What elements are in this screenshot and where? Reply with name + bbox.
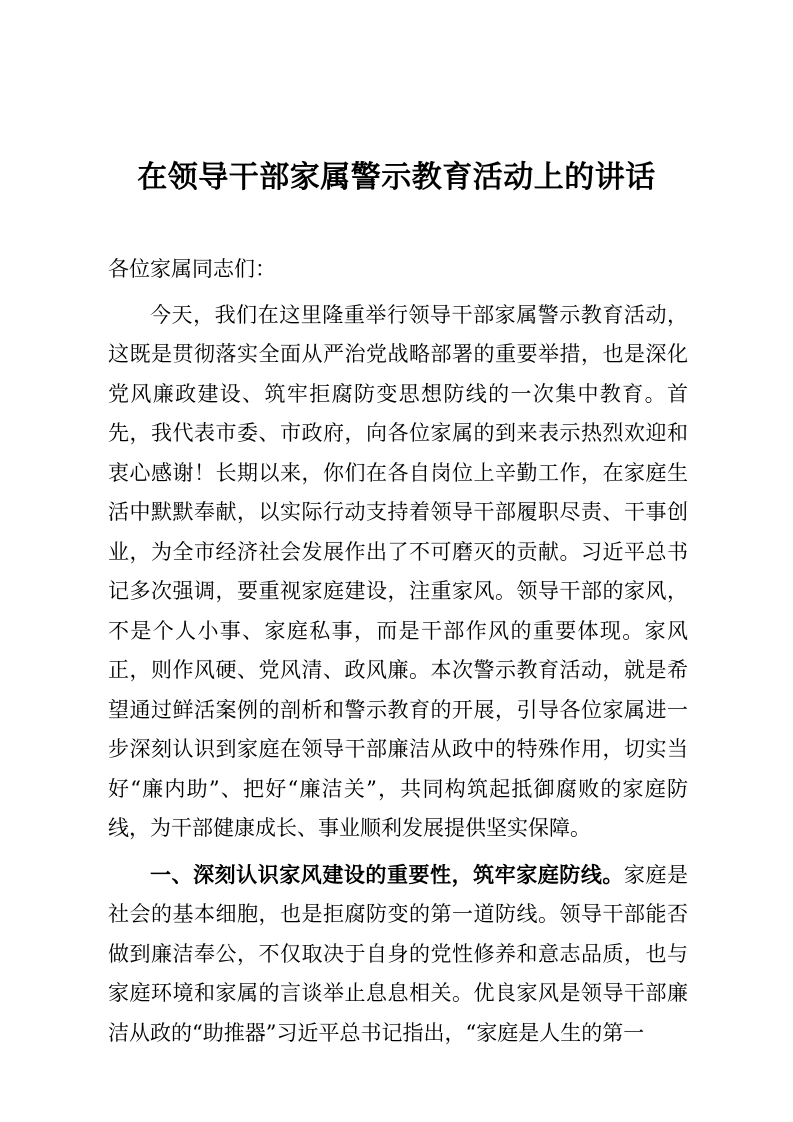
paragraph-text: 今天，我们在这里隆重举行领导干部家属警示教育活动，这既是贯彻落实全面从严治党战略部署的重要举措，也是深化党风廉政建设、筑牢拒腐防变思想防线的一次集中教育。首先，我代表市委、市政府，向各位家属的到来表示热烈欢迎和衷心感谢！长期以来，你们在各自岗位上辛勤工作，在家庭生活中默默奉献，以实际行动支持着领导干部履职尽责、干事创业，为全市经济社会发展作出了不可磨灭的贡献。习近平总书记多次强调，要重视家庭建设，注重家风。领导干部的家风，不是个人小事、家庭私事，而是干部作风的重要体现。家风正，则作风硬、党风清、政风廉。本次警示教育活动，就是希望通过鲜活案例的剖析和警示教育的开展，引导各位家属进一步深刻认识到家庭在领导干部廉洁从政中的特殊作用，切实当好“廉内助”、把好“廉洁关”，共同构筑起抵御腐败的家庭防线，为干部健康成长、事业顺利发展提供坚实保障。 [108,302,688,840]
salutation: 各位家属同志们： [108,257,276,281]
document-body [108,250,688,1053]
paragraph-text: 家庭是社会的基本细胞，也是拒腐防变的第一道防线。领导干部能否做到廉洁奉公，不仅取决于自身的党性修养和意志品质，也与家庭环境和家属的言谈举止息息相关。优良家风是领导干部廉洁从政的“助推器”习近平总书记指出，“家庭是人生的第一 [108,862,689,1045]
document-title: 在领导干部家属警示教育活动上的讲话 [137,160,656,195]
paragraph-section-1 [108,855,688,1054]
section-heading: 一、深刻认识家风建设的重要性，筑牢家庭防线。 [150,861,624,887]
paragraph-intro [108,296,688,849]
